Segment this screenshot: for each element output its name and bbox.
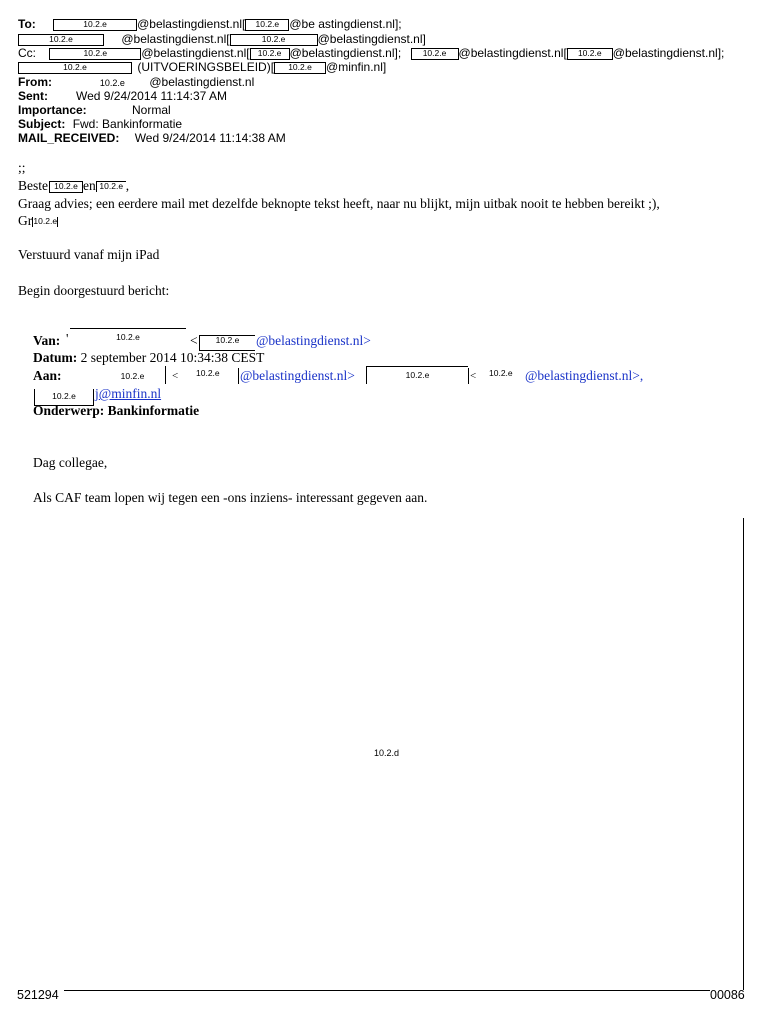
sent-from: Verstuurd vanaf mijn iPad	[18, 247, 160, 262]
regards-text: Gr	[18, 213, 33, 228]
cc-email-part: @belastingdienst.nl[	[141, 46, 250, 60]
greeting-start: Beste	[18, 178, 48, 193]
redaction-box: 10.2.e	[100, 366, 166, 384]
redaction-box: 10.2.e	[230, 34, 318, 46]
regards	[18, 213, 58, 229]
subject-value: Fwd: Bankinformatie	[72, 117, 183, 131]
redaction-box: 10.2.e	[18, 62, 132, 74]
footer-line	[64, 990, 710, 991]
to-row-2	[18, 32, 426, 46]
greeting-end: ,	[125, 178, 130, 193]
cc-row-1	[18, 46, 724, 60]
to-email-part: @belastingdienst.nl[	[121, 32, 230, 46]
mail-received-label: MAIL_RECEIVED:	[18, 131, 120, 145]
redaction-box: 10.2.e	[567, 48, 613, 60]
page-redaction-code: 10.2.d	[374, 748, 400, 758]
cc-email-part: @belastingdienst.nl];	[612, 46, 725, 60]
redaction-box: 10.2.e	[274, 62, 326, 74]
right-margin-line	[743, 518, 744, 990]
aan-email-3[interactable]: j@minfin.nl	[95, 386, 162, 401]
aan-email-2[interactable]: @belastingdienst.nl>,	[525, 368, 644, 383]
salutation: Dag collegae,	[33, 455, 108, 470]
semicolons: ;;	[18, 160, 26, 175]
cc-email-part: @belastingdienst.nl];	[289, 46, 402, 60]
to-row-1	[18, 17, 402, 31]
sent-value: Wed 9/24/2014 11:14:37 AM	[76, 89, 228, 103]
importance-value: Normal	[132, 103, 171, 117]
van-label: Van:	[33, 333, 61, 348]
redaction-box: 10.2.e	[70, 328, 186, 345]
redaction-box: 10.2.e	[366, 366, 468, 384]
aan-email-1[interactable]: @belastingdienst.nl>	[240, 368, 355, 383]
subject-row	[18, 117, 182, 131]
from-row	[18, 75, 254, 90]
redaction-text: 10.2.e	[196, 368, 220, 378]
greeting-mid: en	[83, 178, 96, 193]
redaction-box: 10.2.e	[245, 19, 289, 31]
redaction-text: 10.2.e	[99, 78, 125, 88]
to-email-part: @belastingdienst.nl[	[137, 17, 246, 31]
datum-row	[33, 350, 264, 366]
to-label: To:	[18, 17, 36, 31]
cc-label: Cc:	[18, 46, 36, 60]
advice-line: Graag advies; een eerdere mail met dezelfde beknopte tekst heeft, naar nu blijkt, mijn uitbak nooit te hebben bereikt ;),	[18, 196, 660, 211]
forwarded-intro: Begin doorgestuurd bericht:	[18, 283, 170, 298]
redaction-box: 10.2.e	[96, 181, 126, 192]
importance-label: Importance:	[18, 103, 87, 117]
message-text: Als CAF team lopen wij tegen een -ons inziens- interessant gegeven aan.	[33, 490, 428, 505]
cc-email-part: @minfin.nl]	[326, 60, 387, 74]
mail-received-row	[18, 131, 286, 145]
redaction-text: 10.2.e	[489, 368, 513, 378]
aan-label: Aan:	[33, 368, 62, 383]
footer-right-number: 00086	[710, 988, 745, 1002]
sent-label: Sent:	[18, 89, 48, 103]
redaction-box: 10.2.e	[53, 19, 137, 31]
cc-row-2	[18, 60, 386, 74]
redaction-box: 10.2.e	[199, 331, 255, 351]
van-email[interactable]: @belastingdienst.nl>	[256, 333, 371, 348]
redaction-box: 10.2.e	[33, 216, 58, 226]
from-value: @belastingdienst.nl	[149, 75, 255, 89]
sent-row	[18, 89, 228, 103]
from-label: From:	[18, 75, 52, 89]
onderwerp-value: Bankinformatie	[107, 403, 200, 418]
aan-lt-2: <	[470, 370, 477, 382]
cc-email-part: (UITVOERINGSBELEID)[	[137, 60, 275, 74]
mail-received-value: Wed 9/24/2014 11:14:38 AM	[134, 131, 286, 145]
redaction-box: 10.2.e	[49, 48, 141, 60]
van-open: <	[190, 333, 198, 348]
redaction-box: 10.2.e	[49, 181, 83, 193]
redaction-box: 10.2.e	[18, 34, 104, 46]
greeting	[18, 178, 129, 194]
importance-row	[18, 103, 171, 117]
footer-left-number: 521294	[17, 988, 59, 1002]
redaction-box: 10.2.e	[411, 48, 459, 60]
subject-label: Subject:	[18, 117, 66, 131]
onderwerp-label: Onderwerp:	[33, 403, 105, 418]
redaction-box: 10.2.e	[250, 48, 290, 60]
van-row	[33, 333, 60, 349]
datum-label: Datum:	[33, 350, 78, 365]
aan-lt: <	[172, 370, 179, 382]
to-email-part: @belastingdienst.nl]	[317, 32, 426, 46]
aan-label-row	[33, 368, 62, 384]
van-tick: '	[66, 331, 69, 346]
datum-value: 2 september 2014 10:34:38 CEST	[80, 350, 265, 365]
to-email-part: @be astingdienst.nl];	[289, 17, 402, 31]
redaction-box: 10.2.e	[34, 384, 94, 406]
cc-email-part: @belastingdienst.nl[	[458, 46, 567, 60]
onderwerp-row	[33, 403, 199, 419]
